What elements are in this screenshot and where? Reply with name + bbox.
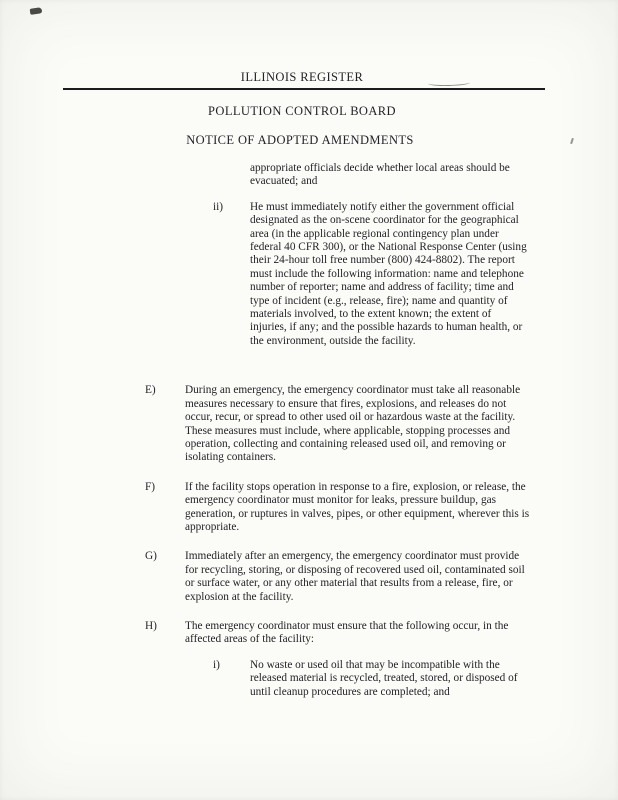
header-rule (63, 88, 545, 90)
list-item-H (0, 620, 604, 647)
item-label: ii) (213, 200, 224, 213)
item-text: If the facility stops operation in response to a fire, explosion, or release, the emergency coordinator must monitor for leaks, pressure buildup, gas generation, or ruptures in valves, pipes, or other equipment, wherever this is appropriate. (185, 480, 530, 533)
item-text: appropriate officials decide whether local areas should be evacuated; and (250, 162, 510, 188)
item-label: E) (145, 384, 156, 397)
scan-artifact-corner (30, 7, 43, 15)
list-item-E (0, 384, 604, 464)
item-text: No waste or used oil that may be incompatible with the released material is recycled, treated, stored, or disposed of until cleanup procedures are completed; and (250, 658, 518, 698)
list-item-G (0, 550, 604, 604)
board-title: POLLUTION CONTROL BOARD (208, 104, 396, 118)
list-item-continuation (0, 162, 604, 189)
item-label: H) (145, 619, 157, 632)
item-text: The emergency coordinator must ensure that the following occur, in the affected areas of the facility: (185, 619, 509, 646)
list-item-i (0, 659, 604, 699)
item-label: G) (145, 550, 157, 563)
list-item-F (0, 481, 604, 535)
item-text: He must immediately notify either the government official designated as the on-scene coordinator for the geographical area (in the applicable regional contingency plan under federal 40 CFR 300), or the National Response Center (using their 24-hour toll free number (800) 424-8802). The report must include the following information: name and telephone number of reporter; name and address of facility; time and type of incident (e.g., release, fire); name and quantity of materials involved, to the extent known; the extent of injuries, if any; and the possible hazards to human health, or the environment, outside the facility. (250, 200, 527, 347)
item-label (213, 162, 250, 189)
item-text: During an emergency, the emergency coordinator must take all reasonable measures necessary to ensure that fires, explosions, and releases do not occur, recur, or spread to other used oil or hazardous waste at the facility. These measures must include, where applicable, stopping processes and operation, collecting and containing released used oil, and removing or isolating containers. (185, 384, 521, 464)
document-body (0, 162, 604, 715)
item-label: F) (145, 480, 156, 493)
list-item-ii (0, 201, 604, 348)
item-label: i) (213, 658, 220, 671)
register-title: ILLINOIS REGISTER (240, 70, 364, 84)
item-text: Immediately after an emergency, the emergency coordinator must provide for recycling, storing, or disposing of recovered used oil, contaminated soil or surface water, or any other material that results from a release, fire, or explosion at the facility. (185, 550, 525, 603)
notice-title: NOTICE OF ADOPTED AMENDMENTS (186, 133, 414, 147)
